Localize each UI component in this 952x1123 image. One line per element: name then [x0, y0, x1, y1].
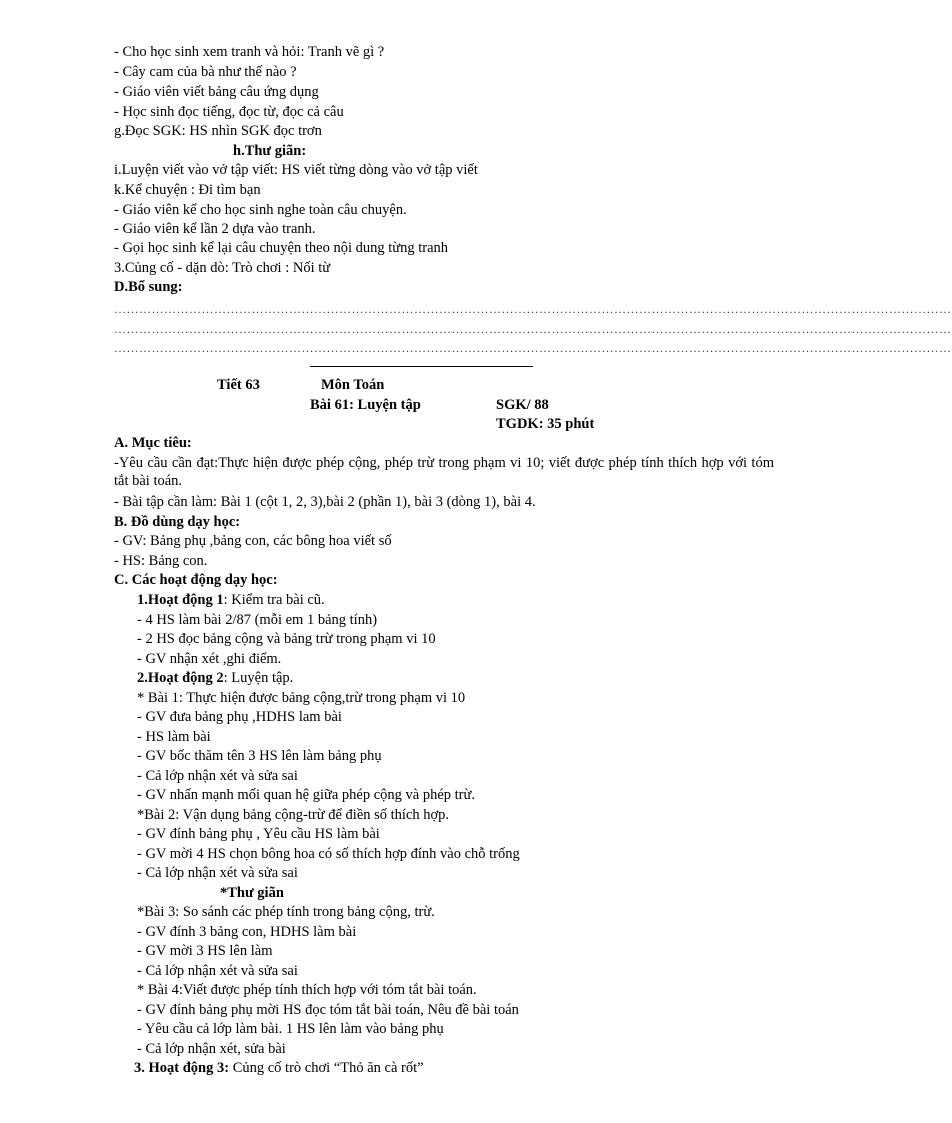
text-line: *Bài 3: So sánh các phép tính trong bảng cộng, trừ.: [137, 904, 435, 920]
text-line: - Giáo viên kể cho học sinh nghe toàn câu chuyện.: [114, 202, 407, 218]
text-line: - GV đính 3 bảng con, HDHS làm bài: [137, 924, 357, 940]
text-line: - Bài tập cần làm: Bài 1 (cột 1, 2, 3),bài 2 (phần 1), bài 3 (dòng 1), bài 4.: [114, 494, 536, 510]
textbook-page: SGK/ 88: [496, 397, 549, 413]
text-line: g.Đọc SGK: HS nhìn SGK đọc trơn: [114, 123, 322, 139]
section-heading: D.Bổ sung:: [114, 279, 183, 295]
text-line: *Bài 2: Vận dụng bảng cộng-trừ để điền số thích hợp.: [137, 807, 450, 823]
text-line: - Yêu cầu cả lớp làm bài. 1 HS lên làm vào bảng phụ: [137, 1021, 444, 1037]
text-line: - Giáo viên viết bảng câu ứng dụng: [114, 84, 319, 100]
text-line: - Học sinh đọc tiếng, đọc từ, đọc cả câu: [114, 104, 344, 120]
paragraph: -Yêu cầu cần đạt:Thực hiện được phép cộng, phép trừ trong phạm vi 10; viết được phép tính thích hợp với tóm tắt bài toán.: [114, 455, 774, 489]
text-line: - GV nhấn mạnh mối quan hệ giữa phép cộng và phép trừ.: [137, 787, 475, 803]
activity-1: [137, 591, 325, 609]
activity-label: 3. Hoạt động 3:: [134, 1060, 230, 1076]
lesson-number: Tiết 63: [217, 377, 260, 393]
dotted-line: …………………………………………………………………………………………………………………………………………………………………………………: [114, 341, 952, 355]
section-heading: h.Thư giãn:: [233, 143, 307, 159]
activity-desc: Củng cố trò chơi “Thỏ ăn cà rốt”: [229, 1060, 424, 1076]
text-line: - GV mời 4 HS chọn bông hoa có số thích hợp đính vào chỗ trống: [137, 846, 520, 862]
text-line: k.Kể chuyện : Đi tìm bạn: [114, 182, 261, 198]
text-line: - GV bốc thăm tên 3 HS lên làm bảng phụ: [137, 748, 382, 764]
section-heading: A. Mục tiêu:: [114, 435, 192, 451]
section-heading: B. Đồ dùng dạy học:: [114, 514, 241, 530]
text-line: - HS làm bài: [137, 729, 211, 745]
text-line: * Bài 4:Viết được phép tính thích hợp với tóm tắt bài toán.: [137, 982, 477, 998]
activity-label: 2.Hoạt động 2: [137, 670, 224, 686]
dotted-line: …………………………………………………………………………………………………………………………………………………………………………………: [114, 322, 952, 336]
section-heading: *Thư giãn: [220, 885, 284, 901]
text-line: - Cả lớp nhận xét và sửa sai: [137, 963, 298, 979]
text-line: - Cho học sinh xem tranh và hỏi: Tranh vẽ gì ?: [114, 44, 385, 60]
activity-desc: : Luyện tập.: [223, 670, 294, 686]
list-item: - 2 HS đọc bảng cộng và bảng trừ trong phạm vi 10: [137, 631, 436, 647]
activity-label: 1.Hoạt động 1: [137, 592, 224, 608]
activity-desc: : Kiểm tra bài cũ.: [223, 592, 325, 608]
subject: Môn Toán: [321, 377, 385, 393]
text-line: - GV đưa bảng phụ ,HDHS lam bài: [137, 709, 342, 725]
section-heading: C. Các hoạt động dạy học:: [114, 572, 278, 588]
text-line: * Bài 1: Thực hiện được bảng cộng,trừ trong phạm vi 10: [137, 690, 466, 706]
text-line: - GV đính bảng phụ mời HS đọc tóm tắt bài toán, Nêu đề bài toán: [137, 1002, 519, 1018]
text-line: 3.Củng cố - dặn dò: Trò chơi : Nối từ: [114, 260, 331, 276]
text-line: - Giáo viên kể lần 2 dựa vào tranh.: [114, 221, 316, 237]
text-line: - Gọi học sinh kể lại câu chuyện theo nội dung từng tranh: [114, 240, 449, 256]
text-line: - GV: Bảng phụ ,bảng con, các bông hoa viết số: [114, 533, 392, 549]
text-line: - GV đính bảng phụ , Yêu cầu HS làm bài: [137, 826, 380, 842]
duration: TGDK: 35 phút: [496, 416, 595, 432]
activity-2: [137, 669, 293, 687]
text-line: - Cả lớp nhận xét, sửa bài: [137, 1041, 286, 1057]
text-line: - Cả lớp nhận xét và sửa sai: [137, 865, 298, 881]
text-line: - Cây cam của bà như thế nào ?: [114, 64, 297, 80]
activity-3: [134, 1059, 424, 1077]
dotted-line: …………………………………………………………………………………………………………………………………………………………………………………: [114, 302, 952, 316]
text-line: - HS: Bảng con.: [114, 553, 208, 569]
text-line: - GV mời 3 HS lên làm: [137, 943, 273, 959]
lesson-title: Bài 61: Luyện tập: [310, 397, 421, 413]
list-item: - GV nhận xét ,ghi điểm.: [137, 651, 282, 667]
text-line: i.Luyện viết vào vở tập viết: HS viết từng dòng vào vở tập viết: [114, 162, 478, 178]
list-item: - 4 HS làm bài 2/87 (mỗi em 1 bảng tính): [137, 612, 378, 628]
text-line: - Cả lớp nhận xét và sửa sai: [137, 768, 298, 784]
divider: [310, 366, 533, 367]
